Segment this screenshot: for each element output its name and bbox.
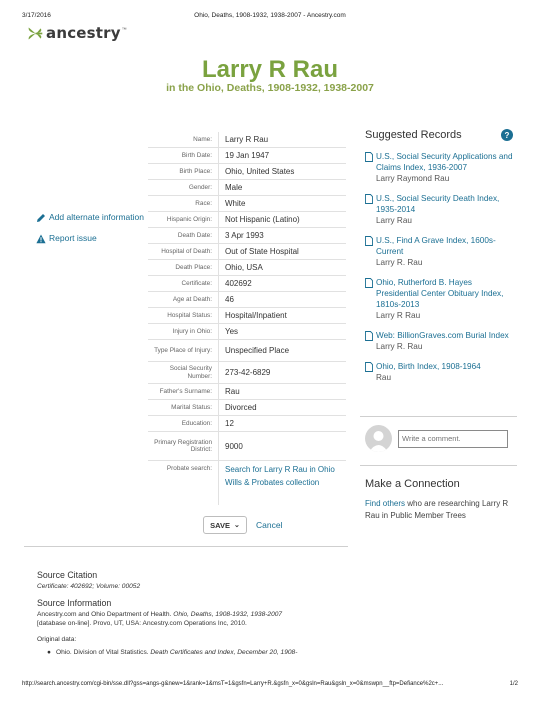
record-row	[148, 384, 346, 400]
original-data-item	[47, 649, 497, 656]
field-value: Larry R Rau	[218, 132, 346, 147]
collection-subtitle: in the Ohio, Deaths, 1908-1932, 1938-2007	[166, 82, 374, 94]
source-info-database: [database on-line]. Provo, UT, USA: Ancestry.com Operations Inc, 2010.	[37, 620, 247, 627]
field-value: Yes	[218, 324, 346, 339]
help-icon[interactable]: ?	[501, 129, 513, 141]
field-value: Divorced	[218, 400, 346, 415]
document-icon	[365, 152, 373, 162]
add-alternate-info-label: Add alternate information	[49, 212, 144, 222]
suggested-records-list	[365, 151, 513, 383]
panel-divider	[360, 465, 517, 466]
source-information-heading: Source Information	[37, 597, 112, 608]
document-icon	[365, 331, 373, 341]
field-label: Birth Place:	[179, 167, 212, 175]
field-value: 12	[218, 416, 346, 431]
record-row	[148, 228, 346, 244]
record-row	[148, 132, 346, 148]
record-row	[148, 432, 346, 461]
record-row	[148, 212, 346, 228]
record-row	[148, 416, 346, 432]
suggested-record-item[interactable]	[365, 277, 513, 321]
bullet-icon: ●	[47, 649, 51, 656]
add-alternate-info-link[interactable]	[36, 212, 146, 223]
person-name-title: Larry R Rau	[201, 56, 339, 83]
source-info-publisher: Ancestry.com and Ohio Department of Health.	[37, 610, 174, 618]
field-label: Social Security Number:	[169, 365, 212, 380]
field-value: White	[218, 196, 346, 211]
suggested-record-link[interactable]: Ohio, Rutherford B. Hayes Presidential Center Obituary Index, 1810s-2013	[376, 278, 504, 309]
field-label: Death Date:	[177, 231, 212, 239]
suggested-records-panel	[365, 127, 513, 392]
source-section	[37, 570, 497, 656]
print-header	[22, 12, 518, 22]
print-url: http://search.ancestry.com/cgi-bin/sse.dll?gss=angs-g&new=1&rank=1&msT=1&gsfn=Larry+R.&gsfn_x=0&gsln=Rau&gsln_x=0&mswpn__ftp=Defiance%2c+...	[22, 681, 444, 687]
field-label: Father's Surname:	[159, 387, 212, 395]
suggested-records-title: Suggested Records	[365, 129, 462, 141]
cancel-link[interactable]: Cancel	[256, 520, 283, 530]
report-issue-link[interactable]	[36, 233, 146, 244]
suggested-record-item[interactable]	[365, 361, 513, 383]
field-value: 273-42-6829	[218, 362, 346, 383]
suggested-record-link[interactable]: U.S., Social Security Death Index, 1935-2014	[376, 194, 500, 214]
field-label: Birth Date:	[181, 151, 212, 159]
suggested-record-person: Larry Rau	[376, 216, 412, 225]
suggested-record-item[interactable]	[365, 235, 513, 268]
record-row	[148, 244, 346, 260]
save-cancel-row	[203, 516, 282, 534]
record-row	[148, 260, 346, 276]
field-label: Hospital Status:	[167, 311, 212, 319]
document-icon	[365, 362, 373, 372]
original-data-text	[56, 649, 297, 656]
record-row	[148, 292, 346, 308]
user-silhouette-icon	[365, 425, 392, 452]
field-label: Primary Registration District:	[154, 438, 212, 453]
make-connection-panel	[365, 478, 515, 522]
field-value: 9000	[218, 432, 346, 460]
make-connection-title: Make a Connection	[365, 478, 460, 490]
field-value: Hospital/Inpatient	[218, 308, 346, 323]
field-label: Gender:	[188, 183, 212, 191]
field-label: Marital Status:	[171, 403, 212, 411]
suggested-record-person: Larry R. Rau	[376, 342, 423, 351]
field-value: Ohio, United States	[218, 164, 346, 179]
source-citation-heading: Source Citation	[37, 570, 98, 580]
probate-search-link[interactable]: Search for Larry R Rau in Ohio Wills & Probates collection	[218, 461, 346, 505]
logo-trademark: ™	[121, 27, 127, 33]
record-actions	[36, 212, 146, 254]
field-label: Death Place:	[175, 263, 212, 271]
panel-divider	[360, 416, 517, 417]
field-label: Race:	[195, 199, 212, 207]
field-value: Unspecified Place	[218, 340, 346, 361]
document-icon	[365, 278, 373, 288]
record-details-table	[148, 132, 346, 505]
field-label: Injury in Ohio:	[172, 327, 212, 335]
field-label: Certificate:	[181, 279, 212, 287]
suggested-record-link[interactable]: Web: BillionGraves.com Burial Index	[376, 331, 509, 340]
chevron-down-icon: ⌄	[234, 522, 240, 529]
field-label: Age at Death:	[172, 295, 212, 303]
record-row	[148, 164, 346, 180]
page-number: 1/2	[509, 681, 518, 687]
suggested-records-header	[365, 127, 513, 143]
record-row	[148, 148, 346, 164]
logo-text: ancestry	[46, 24, 121, 42]
save-button-label: SAVE	[210, 520, 230, 530]
document-icon	[365, 236, 373, 246]
suggested-record-link[interactable]: U.S., Social Security Applications and Claims Index, 1936-2007	[376, 152, 513, 172]
pencil-icon	[36, 213, 46, 223]
suggested-record-person: Rau	[376, 373, 392, 382]
record-row	[148, 324, 346, 340]
field-label: Hospital of Death:	[161, 247, 212, 255]
field-value: 46	[218, 292, 346, 307]
record-row	[148, 362, 346, 384]
suggested-record-person: Larry R. Rau	[376, 258, 423, 267]
source-information-text	[37, 610, 497, 629]
source-info-title: Ohio, Deaths, 1908-1932, 1938-2007	[173, 610, 283, 618]
original-data-title: Death Certificates and Index, December 20, 1908-	[150, 649, 298, 656]
field-value: Not Hispanic (Latino)	[218, 212, 346, 227]
record-row	[148, 180, 346, 196]
field-label: Education:	[181, 419, 212, 427]
find-others-link[interactable]: Find others	[365, 499, 406, 508]
document-icon	[365, 194, 373, 204]
ancestry-logo[interactable]	[27, 24, 127, 42]
suggested-record-item[interactable]	[365, 330, 513, 352]
comment-area	[365, 425, 515, 452]
warning-icon	[36, 234, 46, 244]
comment-input[interactable]	[398, 430, 508, 448]
field-label: Type Place of Injury:	[154, 346, 212, 354]
source-citation-text: Certificate: 402692; Volume: 00052	[37, 583, 141, 590]
field-label: Hispanic Origin:	[166, 215, 212, 223]
record-row	[148, 276, 346, 292]
original-data-heading: Original data:	[37, 635, 77, 643]
save-button[interactable]	[203, 516, 247, 534]
field-value: 19 Jan 1947	[218, 148, 346, 163]
suggested-record-item[interactable]	[365, 151, 513, 184]
field-value: 3 Apr 1993	[218, 228, 346, 243]
leaf-logo-icon	[27, 25, 44, 42]
record-row	[148, 196, 346, 212]
print-page-title: Ohio, Deaths, 1908-1932, 1938-2007 - Ancestry.com	[194, 12, 346, 19]
connection-description: who are researching Larry R Rau in Public Member Trees	[365, 499, 509, 520]
field-value: Out of State Hospital	[218, 244, 346, 259]
field-value: Ohio, USA	[218, 260, 346, 275]
avatar	[365, 425, 392, 452]
card-divider	[24, 546, 348, 547]
suggested-record-item[interactable]	[365, 193, 513, 226]
field-value: 402692	[218, 276, 346, 291]
original-data-author: Ohio. Division of Vital Statistics.	[55, 649, 151, 656]
make-connection-text	[365, 498, 515, 522]
suggested-record-link[interactable]: U.S., Find A Grave Index, 1600s-Current	[376, 236, 496, 256]
record-row	[148, 400, 346, 416]
suggested-record-link[interactable]: Ohio, Birth Index, 1908-1964	[376, 362, 481, 371]
record-row-probate	[148, 461, 346, 505]
field-value: Rau	[218, 384, 346, 399]
field-label: Name:	[193, 135, 212, 143]
suggested-record-person: Larry Raymond Rau	[376, 174, 450, 183]
report-issue-label: Report issue	[49, 233, 97, 243]
field-label: Probate search:	[166, 465, 212, 472]
field-value: Male	[218, 180, 346, 195]
record-row	[148, 340, 346, 362]
print-date: 3/17/2016	[22, 12, 51, 19]
suggested-record-person: Larry R Rau	[376, 311, 421, 320]
record-row	[148, 308, 346, 324]
